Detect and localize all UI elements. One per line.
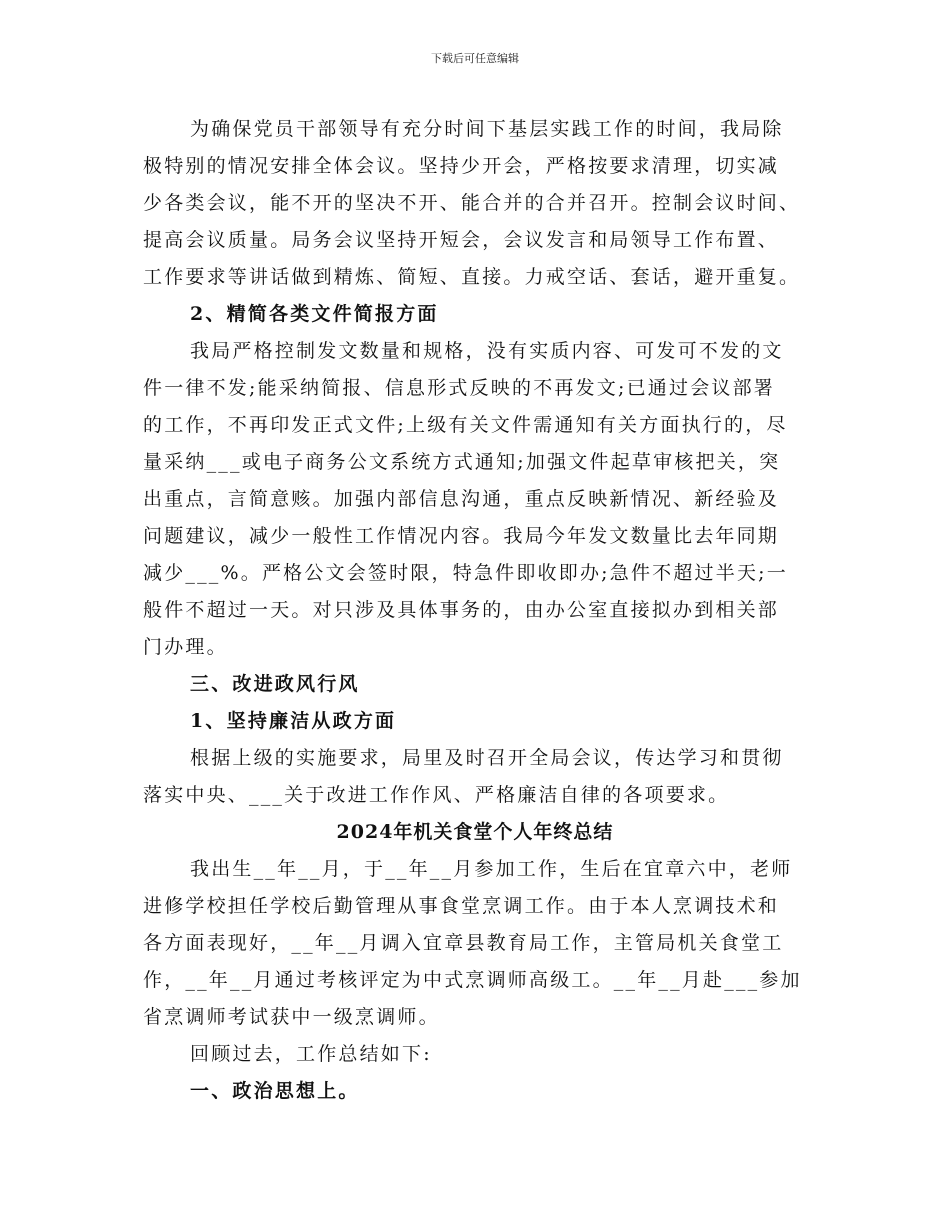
paragraph-line: 门办理。 (143, 636, 228, 658)
paragraph-line: 量采纳___或电子商务公文系统方式通知;加强文件起草审核把关，突 (143, 451, 781, 473)
paragraph-line: 我出生__年__月，于__年__月参加工作，生后在宜章六中，老师 (190, 858, 793, 880)
paragraph-line: 根据上级的实施要求，局里及时召开全局会议，传达学习和贯彻 (190, 747, 784, 769)
paragraph-line: 出重点，言简意赅。加强内部信息沟通，重点反映新情况、新经验及 (143, 488, 780, 510)
paragraph-line: 回顾过去，工作总结如下: (190, 1043, 432, 1065)
section-heading: 2、精简各类文件简报方面 (190, 303, 439, 325)
paragraph-line: 少各类会议，能不开的坚决不开、能合并的合并召开。控制会议时间、 (143, 192, 801, 214)
paragraph-line: 落实中央、___关于改进工作作风、严格廉洁自律的各项要求。 (143, 784, 730, 806)
section-heading: 三、改进政风行风 (190, 673, 360, 695)
paragraph-line: 问题建议，减少一般性工作情况内容。我局今年发文数量比去年同期 (143, 525, 780, 547)
paragraph-line: 般件不超过一天。对只涉及具体事务的，由办公室直接拟办到相关部 (143, 599, 780, 621)
section-heading: 一、政治思想上。 (190, 1080, 360, 1102)
paragraph-line: 的工作，不再印发正式文件;上级有关文件需通知有关方面执行的，尽 (143, 414, 788, 436)
paragraph-line: 工作要求等讲话做到精炼、简短、直接。力戒空话、套话，避开重复。 (143, 266, 801, 288)
document-title: 2024年机关食堂个人年终总结 (336, 821, 614, 843)
paragraph-line: 件一律不发;能采纳简报、信息形式反映的不再发文;已通过会议部署 (143, 377, 776, 399)
section-heading: 1、坚持廉洁从政方面 (190, 710, 397, 732)
paragraph-line: 提高会议质量。局务会议坚持开短会，会议发言和局领导工作布置、 (143, 229, 780, 251)
paragraph-line: 我局严格控制发文数量和规格，没有实质内容、可发可不发的文 (190, 340, 784, 362)
page-header: 下载后可任意编辑 (431, 52, 519, 65)
paragraph-line: 极特别的情况安排全体会议。坚持少开会，严格按要求清理，切实减 (143, 155, 780, 177)
paragraph-line: 为确保党员干部领导有充分时间下基层实践工作的时间，我局除 (190, 118, 784, 140)
paragraph-line: 各方面表现好，__年__月调入宜章县教育局工作，主管局机关食堂工 (143, 932, 784, 954)
paragraph-line: 省烹调师考试获中一级烹调师。 (143, 1006, 440, 1028)
paragraph-line: 减少___%。严格公文会签时限，特急件即收即办;急件不超过半天;一 (143, 562, 788, 584)
paragraph-line: 作，__年__月通过考核评定为中式烹调师高级工。__年__月赴___参加 (143, 969, 802, 991)
paragraph-line: 进修学校担任学校后勤管理从事食堂烹调工作。由于本人烹调技术和 (143, 895, 780, 917)
